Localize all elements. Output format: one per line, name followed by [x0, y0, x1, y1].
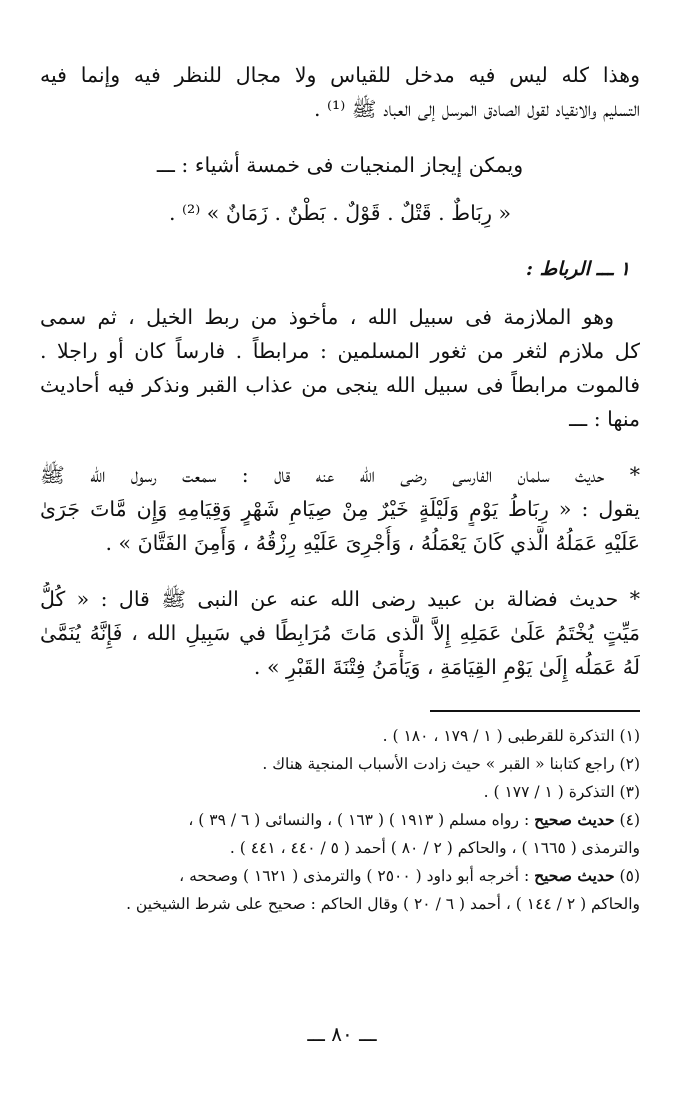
footnote-4-label: حديث صحيح — [534, 810, 615, 829]
footnote-4-text: : رواه مسلم ( ١٩١٣ ) ( ١٦٣ ) ، والنسائى ( ٦ / ٣٩ ) ، — [188, 811, 530, 829]
footnote-2: (٢) راجع كتابنا « القبر » حيث زادت الأسباب المنجية هناك . — [262, 755, 640, 773]
footnote-3: (٣) التذكرة ( ١ / ١٧٧ ) . — [483, 783, 640, 801]
hadith-1-line: يقول : « رِبَاطُ يَوْمٍ وَلَيْلَةٍ خَيْرٌ مِنْ صِيَامِ شَهْرٍ وَقِيَامِهِ وَإِن مَّاتَ جَرَىٰ — [40, 497, 640, 521]
section-heading: ١ ـــ الرباط : — [526, 258, 630, 280]
footnote-1: (١) التذكرة للقرطبى ( ١ / ١٧٩ ، ١٨٠ ) . — [382, 727, 640, 745]
footnote-5-continued: والحاكم ( ٢ / ١٤٤ ) ، أحمد ( ٦ / ٢٠ ) وقال الحاكم : صحيح على شرط الشيخين . — [126, 895, 640, 913]
paragraph-line: كل ملازم لثغر من ثغور المسلمين : مرابطاً . فارساً كان أو راجلا . — [40, 339, 640, 363]
hadith-1-line: عَلَيْهِ عَمَلُهُ الَّذي كَانَ يَعْمَلُهُ ، وَأُجْرِىَ عَلَيْهِ رِزْقُهُ ، وَأَمِنَ الفَتَّانَ » . — [105, 531, 640, 555]
footnote-5-number: (٥) — [619, 867, 640, 885]
footnote-4-number: (٤) — [619, 811, 640, 829]
summary-line-1: ويمكن إيجاز المنجيات فى خمسة أشياء : ـــ — [156, 153, 524, 177]
summary-line-2: « رِبَاطٌ . قَتْلٌ . قَوْلٌ . بَطْنٌ . زَمَانٌ » ⁽²⁾ . — [168, 201, 512, 225]
hadith-2-line: * حديث فضالة بن عبيد رضى الله عنه عن النبى ﷺ قال : « كُلُّ — [40, 587, 640, 611]
page-number: ـــ ٨٠ ـــ — [307, 1022, 377, 1046]
hadith-2-line: لَهُ عَمَلُه إِلَىٰ يَوْمِ القِيَامَةِ ، وَيَأْمَنُ فِتْنَةَ القَبْرِ » . — [253, 655, 640, 679]
paragraph-line: منها : ـــ — [569, 407, 640, 431]
footnote-5-label: حديث صحيح — [534, 866, 615, 885]
footnote-5 — [40, 862, 640, 890]
intro-line-2: التسليم والانقياد لقول الصادق المرسل إلى العباد ﷺ ⁽¹⁾ . — [313, 97, 640, 121]
footnote-divider — [430, 710, 640, 712]
footnote-4 — [40, 806, 640, 834]
paragraph-line: وهو الملازمة فى سبيل الله ، مأخوذ من ربط الخيل ، ثم سمى — [40, 305, 614, 329]
footnote-5-text: : أخرجه أبو داود ( ٢٥٠٠ ) والترمذى ( ١٦٢١ ) وصححه ، — [179, 867, 530, 885]
hadith-2-line: مَيِّتٍ يُخْتَمُ عَلَىٰ عَمَلِهِ إِلاَّ الَّذى مَاتَ مُرَابِطًا في سَبِيلِ الله ، فَإِنَّهُ يُنَمَّىٰ — [40, 621, 640, 645]
hadith-1-line: * حديث سلمان الفارسى رضى الله عنه قال : سمعت رسول الله ﷺ — [40, 463, 640, 487]
intro-line-1: وهذا كله ليس فيه مدخل للقياس ولا مجال للنظر فيه وإنما فيه — [40, 63, 640, 87]
paragraph-line: فالموت مرابطاً فى سبيل الله ينجى من عذاب القبر ونذكر فيه أحاديث — [40, 373, 640, 397]
footnote-4-continued: والترمذى ( ١٦٦٥ ) ، والحاكم ( ٢ / ٨٠ ) أحمد ( ٥ / ٤٤٠ ، ٤٤١ ) . — [229, 839, 640, 857]
